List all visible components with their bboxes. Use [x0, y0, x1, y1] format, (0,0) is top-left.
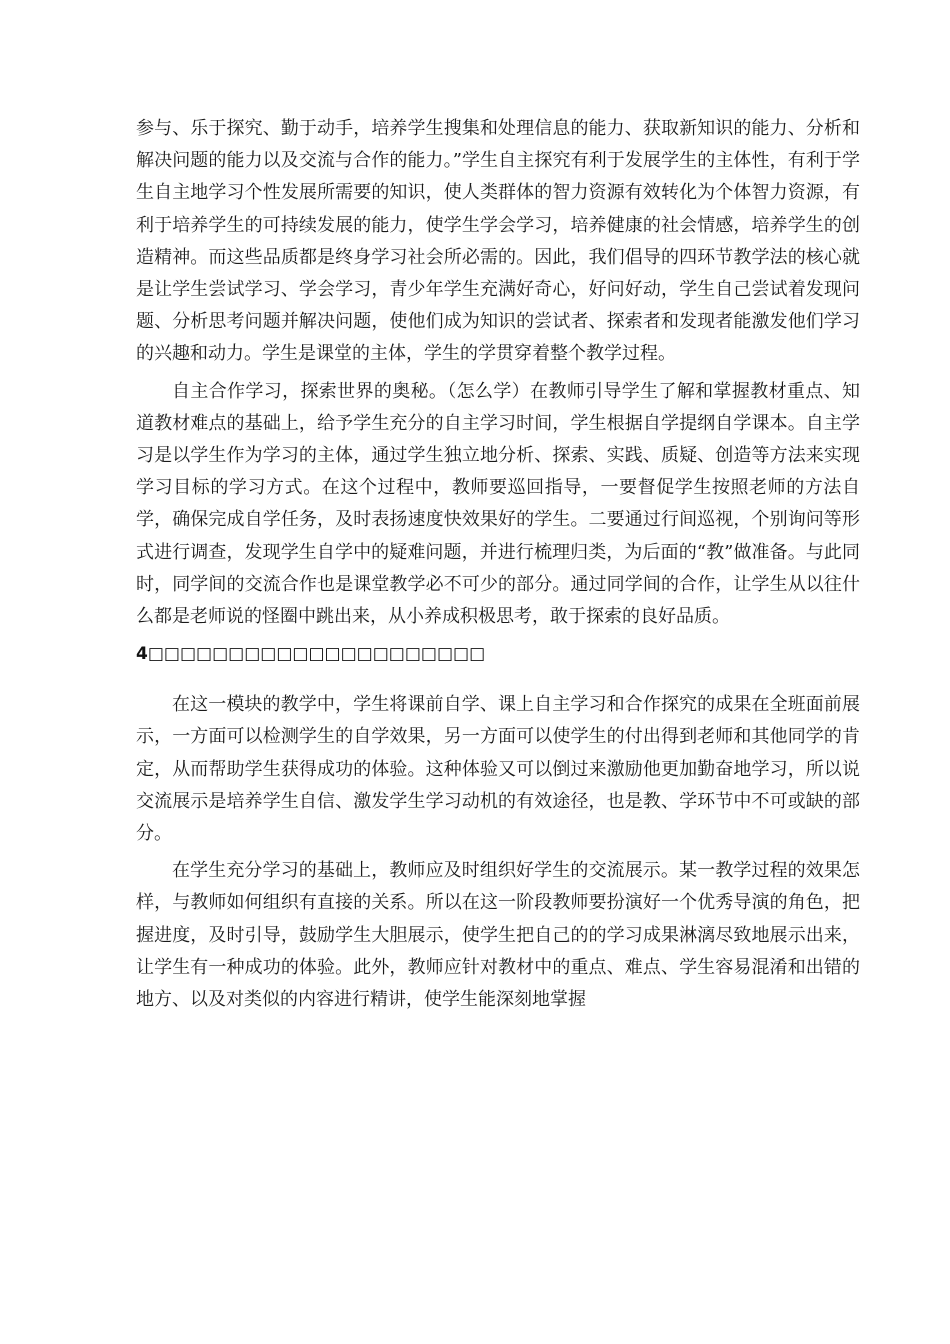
section-number: 4 — [136, 644, 148, 665]
paragraph-presentation: 在这一模块的教学中，学生将课前自学、课上自主学习和合作探究的成果在全班面前展示，一方面可以检测学生的自学效果，另一方面可以使学生的付出得到老师和其他同学的肯定，从而帮助学生获得成功的体验。这种体验又可以倒过来激励他更加勤奋地学习，所以说交流展示是培养学生自信、激发学生学习动机的有效途径，也是教、学环节中不可或缺的部分。 — [136, 694, 860, 845]
paragraph-teacher-role: 在学生充分学习的基础上，教师应及时组织好学生的交流展示。某一教学过程的效果怎样，与教师如何组织有直接的关系。所以在这一阶段教师要扮演好一个优秀导演的角色，把握进度，及时引导，鼓励学生大胆展示，使学生把自己的的学习成果淋漓尽致地展示出来，让学生有一种成功的体验。此外，教师应针对教材中的重点、难点、学生容易混淆和出错的地方、以及对类似的内容进行精讲，使学生能深刻地掌握 — [136, 860, 860, 1011]
paragraph-self-study: 自主合作学习，探索世界的奥秘。（怎么学）在教师引导学生了解和掌握教材重点、知道教材难点的基础上，给予学生充分的自主学习时间，学生根据自学提纲自学课本。自主学习是以学生作为学习的主体，通过学生独立地分析、探索、实践、质疑、创造等方法来实现学习目标的学习方式。在这个过程中，教师要巡回指导，一要督促学生按照老师的方法自学，确保完成自学任务，及时表扬速度快效果好的学生。二要通过行间巡视，个别询问等形式进行调查，发现学生自学中的疑难问题，并进行梳理归类，为后面的“教”做准备。与此同时，同学间的交流合作也是课堂教学必不可少的部分。通过同学间的合作，让学生从以往什么都是老师说的怪圈中跳出来，从小养成积极思考，敢于探索的良好品质。 — [136, 380, 860, 628]
section-heading — [136, 638, 860, 670]
document-body — [136, 113, 860, 1021]
section-title: □□□□□□□□□□□□□□□□□□□□□ — [147, 644, 486, 665]
paragraph-continuation: 参与、乐于探究、勤于动手，培养学生搜集和处理信息的能力、获取新知识的能力、分析和解决问题的能力以及交流与合作的能力。”学生自主探究有利于发展学生的主体性，有利于学生自主地学习个性发展所需要的知识，使人类群体的智力资源有效转化为个体智力资源，有利于培养学生的可持续发展的能力，使学生学会学习，培养健康的社会情感，培养学生的创造精神。而这些品质都是终身学习社会所必需的。因此，我们倡导的四环节教学法的核心就是让学生尝试学习、学会学习，青少年学生充满好奇心，好问好动，学生自己尝试着发现问题、分析思考问题并解决问题，使他们成为知识的尝试者、探索者和发现者能激发他们学习的兴趣和动力。学生是课堂的主体，学生的学贯穿着整个教学过程。 — [136, 118, 860, 365]
